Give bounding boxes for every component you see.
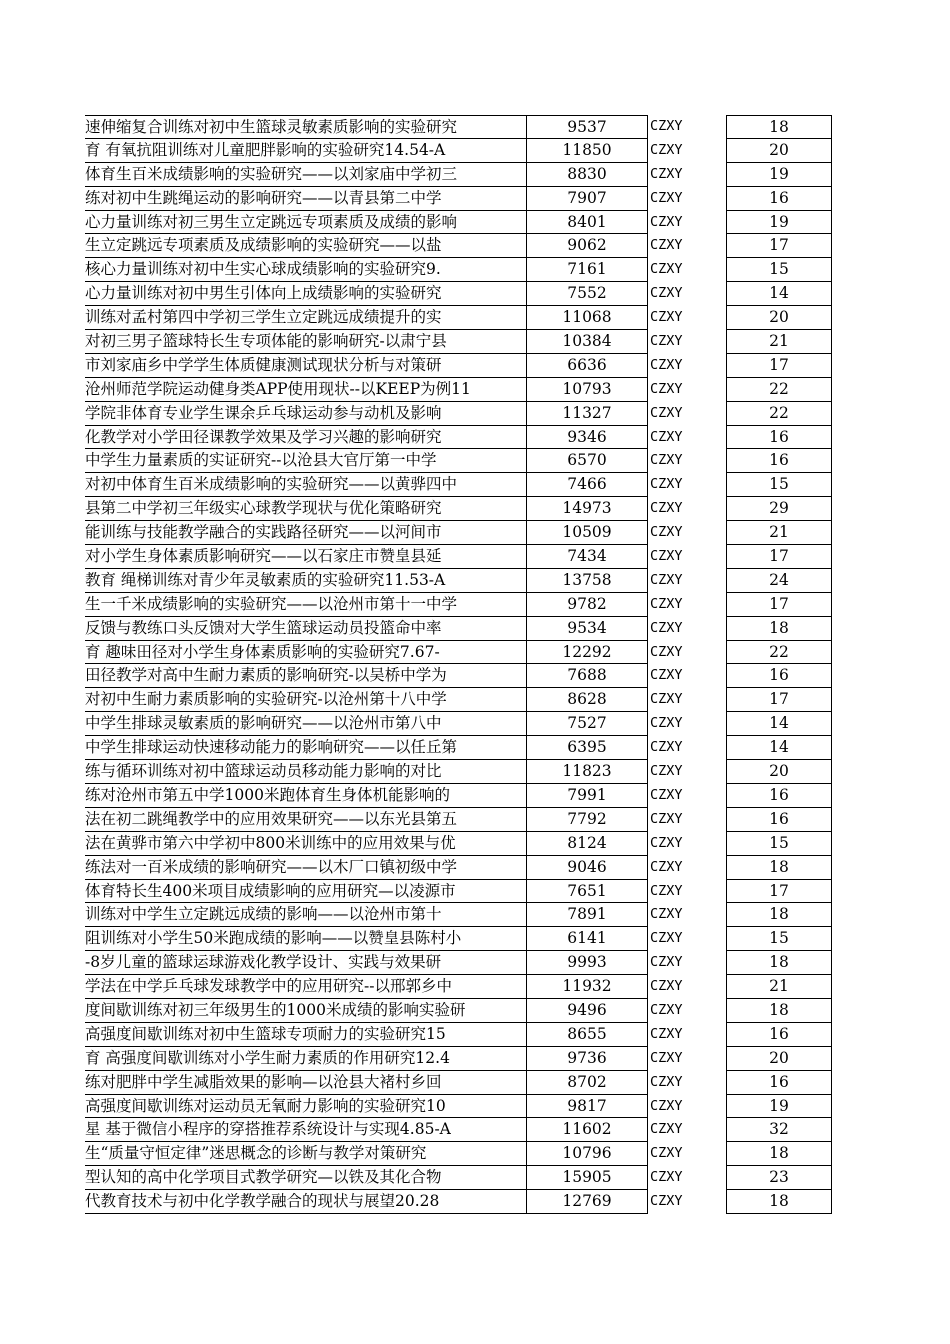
number-cell[interactable]: 7161 <box>527 258 648 282</box>
number-cell[interactable]: 6570 <box>527 449 648 473</box>
title-cell[interactable]: 生“质量守恒定律”迷思概念的诊断与教学对策研究 <box>85 1142 527 1166</box>
pages-cell[interactable]: 20 <box>726 760 832 784</box>
pages-cell[interactable]: 23 <box>726 1166 832 1190</box>
pages-cell[interactable]: 22 <box>726 641 832 665</box>
title-cell[interactable]: 心力量训练对初中男生引体向上成绩影响的实验研究 <box>85 282 527 306</box>
title-cell[interactable]: 训练对中学生立定跳远成绩的影响——以沧州市第十 <box>85 903 527 927</box>
code-cell[interactable]: CZXY <box>650 524 683 541</box>
code-cell[interactable]: CZXY <box>650 1073 683 1090</box>
number-cell[interactable]: 8655 <box>527 1023 648 1047</box>
code-cell[interactable]: CZXY <box>650 667 683 684</box>
title-cell[interactable]: 中学生排球运动快速移动能力的影响研究——以任丘第 <box>85 736 527 760</box>
pages-cell[interactable]: 15 <box>726 927 832 951</box>
pages-cell[interactable]: 17 <box>726 354 832 378</box>
code-cell[interactable]: CZXY <box>650 309 683 326</box>
code-cell[interactable]: CZXY <box>650 1121 683 1138</box>
code-cell[interactable]: CZXY <box>650 476 683 493</box>
code-cell[interactable]: CZXY <box>650 1169 683 1186</box>
number-cell[interactable]: 12292 <box>527 641 648 665</box>
pages-cell[interactable]: 16 <box>726 784 832 808</box>
title-cell[interactable]: 田径教学对高中生耐力素质的影响研究-以吴桥中学为 <box>85 664 527 688</box>
number-cell[interactable]: 9993 <box>527 951 648 975</box>
title-cell[interactable]: 对初中生耐力素质影响的实验研究-以沧州第十八中学 <box>85 688 527 712</box>
code-cell[interactable]: CZXY <box>650 428 683 445</box>
title-cell[interactable]: 高强度间歇训练对运动员无氧耐力影响的实验研究10 <box>85 1095 527 1119</box>
code-cell[interactable]: CZXY <box>650 380 683 397</box>
number-cell[interactable]: 7527 <box>527 712 648 736</box>
code-cell[interactable]: CZXY <box>650 691 683 708</box>
pages-cell[interactable]: 16 <box>726 426 832 450</box>
number-cell[interactable]: 7651 <box>527 880 648 904</box>
title-cell[interactable]: 练法对一百米成绩的影响研究——以木厂口镇初级中学 <box>85 856 527 880</box>
code-cell[interactable]: CZXY <box>650 548 683 565</box>
pages-cell[interactable]: 29 <box>726 497 832 521</box>
number-cell[interactable]: 6141 <box>527 927 648 951</box>
code-cell[interactable]: CZXY <box>650 118 683 134</box>
pages-cell[interactable]: 16 <box>726 664 832 688</box>
number-cell[interactable]: 11327 <box>527 402 648 426</box>
title-cell[interactable]: 学法在中学乒乓球发球教学中的应用研究--以邢郭乡中 <box>85 975 527 999</box>
title-cell[interactable]: 县第二中学初三年级实心球教学现状与优化策略研究 <box>85 497 527 521</box>
title-cell[interactable]: 教育 绳梯训练对青少年灵敏素质的实验研究11.53-A <box>85 569 527 593</box>
number-cell[interactable]: 11823 <box>527 760 648 784</box>
title-cell[interactable]: 能训练与技能教学融合的实践路径研究——以河间市 <box>85 521 527 545</box>
number-cell[interactable]: 7688 <box>527 664 648 688</box>
number-cell[interactable]: 12769 <box>527 1190 648 1214</box>
title-cell[interactable]: 体育特长生400米项目成绩影响的应用研究—以凌源市 <box>85 880 527 904</box>
number-cell[interactable]: 10509 <box>527 521 648 545</box>
title-cell[interactable]: 法在黄骅市第六中学初中800米训练中的应用效果与优 <box>85 832 527 856</box>
title-cell[interactable]: 训练对孟村第四中学初三学生立定跳远成绩提升的实 <box>85 306 527 330</box>
code-cell[interactable]: CZXY <box>650 715 683 732</box>
pages-cell[interactable]: 16 <box>726 1071 832 1095</box>
number-cell[interactable]: 7792 <box>527 808 648 832</box>
pages-cell[interactable]: 19 <box>726 163 832 187</box>
code-cell[interactable]: CZXY <box>650 595 683 612</box>
title-cell[interactable]: 市刘家庙乡中学学生体质健康测试现状分析与对策研 <box>85 354 527 378</box>
pages-cell[interactable]: 21 <box>726 521 832 545</box>
code-cell[interactable]: CZXY <box>650 643 683 660</box>
title-cell[interactable]: 中学生力量素质的实证研究--以沧县大官厅第一中学 <box>85 449 527 473</box>
title-cell[interactable]: 练对肥胖中学生减脂效果的影响—以沧县大褚村乡回 <box>85 1071 527 1095</box>
number-cell[interactable]: 8830 <box>527 163 648 187</box>
code-cell[interactable]: CZXY <box>650 858 683 875</box>
code-cell[interactable]: CZXY <box>650 452 683 469</box>
title-cell[interactable]: 沧州师范学院运动健身类APP使用现状--以KEEP为例11 <box>85 378 527 402</box>
number-cell[interactable]: 6636 <box>527 354 648 378</box>
pages-cell[interactable]: 20 <box>726 1047 832 1071</box>
code-cell[interactable]: CZXY <box>650 763 683 780</box>
pages-cell[interactable]: 18 <box>726 617 832 641</box>
code-cell[interactable]: CZXY <box>650 810 683 827</box>
title-cell[interactable]: 育 有氧抗阻训练对儿童肥胖影响的实验研究14.54-A <box>85 139 527 163</box>
pages-cell[interactable]: 20 <box>726 306 832 330</box>
title-cell[interactable]: 代教育技术与初中化学教学融合的现状与展望20.28 <box>85 1190 527 1214</box>
code-cell[interactable]: CZXY <box>650 954 683 971</box>
pages-cell[interactable]: 17 <box>726 593 832 617</box>
title-cell[interactable]: 对小学生身体素质影响研究——以石家庄市赞皇县延 <box>85 545 527 569</box>
code-cell[interactable]: CZXY <box>650 978 683 995</box>
code-cell[interactable]: CZXY <box>650 1193 683 1210</box>
code-cell[interactable]: CZXY <box>650 141 683 158</box>
pages-cell[interactable]: 16 <box>726 1023 832 1047</box>
pages-cell[interactable]: 21 <box>726 975 832 999</box>
code-cell[interactable]: CZXY <box>650 571 683 588</box>
code-cell[interactable]: CZXY <box>650 1001 683 1018</box>
number-cell[interactable]: 7434 <box>527 545 648 569</box>
code-cell[interactable]: CZXY <box>650 189 683 206</box>
title-cell[interactable]: 高强度间歇训练对初中生篮球专项耐力的实验研究15 <box>85 1023 527 1047</box>
pages-cell[interactable]: 17 <box>726 880 832 904</box>
pages-cell[interactable]: 17 <box>726 688 832 712</box>
pages-cell[interactable]: 17 <box>726 545 832 569</box>
number-cell[interactable]: 9496 <box>527 999 648 1023</box>
title-cell[interactable]: 核心力量训练对初中生实心球成绩影响的实验研究9. <box>85 258 527 282</box>
pages-cell[interactable]: 24 <box>726 569 832 593</box>
pages-cell[interactable]: 21 <box>726 330 832 354</box>
pages-cell[interactable]: 18 <box>726 951 832 975</box>
code-cell[interactable]: CZXY <box>650 500 683 517</box>
number-cell[interactable]: 9534 <box>527 617 648 641</box>
number-cell[interactable]: 11850 <box>527 139 648 163</box>
title-cell[interactable]: 练与循环训练对初中篮球运动员移动能力影响的对比 <box>85 760 527 784</box>
number-cell[interactable]: 9817 <box>527 1095 648 1119</box>
pages-cell[interactable]: 18 <box>726 903 832 927</box>
code-cell[interactable]: CZXY <box>650 285 683 302</box>
pages-cell[interactable]: 18 <box>726 1190 832 1214</box>
title-cell[interactable]: 生立定跳远专项素质及成绩影响的实验研究——以盐 <box>85 234 527 258</box>
title-cell[interactable]: 对初中体育生百米成绩影响的实验研究——以黄骅四中 <box>85 473 527 497</box>
number-cell[interactable]: 9062 <box>527 234 648 258</box>
title-cell[interactable]: 中学生排球灵敏素质的影响研究——以沧州市第八中 <box>85 712 527 736</box>
title-cell[interactable]: 育 高强度间歇训练对小学生耐力素质的作用研究12.4 <box>85 1047 527 1071</box>
title-cell[interactable]: 反馈与教练口头反馈对大学生篮球运动员投篮命中率 <box>85 617 527 641</box>
number-cell[interactable]: 9046 <box>527 856 648 880</box>
pages-cell[interactable]: 16 <box>726 187 832 211</box>
number-cell[interactable]: 10793 <box>527 378 648 402</box>
pages-cell[interactable]: 15 <box>726 473 832 497</box>
code-cell[interactable]: CZXY <box>650 213 683 230</box>
pages-cell[interactable]: 18 <box>726 856 832 880</box>
number-cell[interactable]: 6395 <box>527 736 648 760</box>
number-cell[interactable]: 9736 <box>527 1047 648 1071</box>
pages-cell[interactable]: 14 <box>726 736 832 760</box>
code-cell[interactable]: CZXY <box>650 834 683 851</box>
title-cell[interactable]: 星 基于微信小程序的穿搭推荐系统设计与实现4.85-A <box>85 1118 527 1142</box>
code-cell[interactable]: CZXY <box>650 1145 683 1162</box>
number-cell[interactable]: 11068 <box>527 306 648 330</box>
number-cell[interactable]: 11932 <box>527 975 648 999</box>
number-cell[interactable]: 11602 <box>527 1118 648 1142</box>
code-cell[interactable]: CZXY <box>650 930 683 947</box>
number-cell[interactable]: 8702 <box>527 1071 648 1095</box>
title-cell[interactable]: 法在初二跳绳教学中的应用效果研究——以东光县第五 <box>85 808 527 832</box>
code-cell[interactable]: CZXY <box>650 165 683 182</box>
number-cell[interactable]: 13758 <box>527 569 648 593</box>
pages-cell[interactable]: 20 <box>726 139 832 163</box>
title-cell[interactable]: 度间歇训练对初三年级男生的1000米成绩的影响实验研 <box>85 999 527 1023</box>
code-cell[interactable]: CZXY <box>650 1025 683 1042</box>
title-cell[interactable]: 练对初中生跳绳运动的影响研究——以青县第二中学 <box>85 187 527 211</box>
title-cell[interactable]: 速伸缩复合训练对初中生篮球灵敏素质影响的实验研究 <box>85 115 527 139</box>
number-cell[interactable]: 10796 <box>527 1142 648 1166</box>
code-cell[interactable]: CZXY <box>650 261 683 278</box>
code-cell[interactable]: CZXY <box>650 619 683 636</box>
number-cell[interactable]: 7552 <box>527 282 648 306</box>
code-cell[interactable]: CZXY <box>650 404 683 421</box>
number-cell[interactable]: 8401 <box>527 211 648 235</box>
pages-cell[interactable]: 17 <box>726 234 832 258</box>
title-cell[interactable]: 生一千米成绩影响的实验研究——以沧州市第十一中学 <box>85 593 527 617</box>
pages-cell[interactable]: 19 <box>726 211 832 235</box>
title-cell[interactable]: 心力量训练对初三男生立定跳远专项素质及成绩的影响 <box>85 211 527 235</box>
number-cell[interactable]: 8628 <box>527 688 648 712</box>
code-cell[interactable]: CZXY <box>650 1049 683 1066</box>
code-cell[interactable]: CZXY <box>650 356 683 373</box>
code-cell[interactable]: CZXY <box>650 1097 683 1114</box>
title-cell[interactable]: 练对沧州市第五中学1000米跑体育生身体机能影响的 <box>85 784 527 808</box>
number-cell[interactable]: 8124 <box>527 832 648 856</box>
pages-cell[interactable]: 16 <box>726 808 832 832</box>
pages-cell[interactable]: 18 <box>726 999 832 1023</box>
code-cell[interactable]: CZXY <box>650 786 683 803</box>
pages-cell[interactable]: 18 <box>726 1142 832 1166</box>
number-cell[interactable]: 7466 <box>527 473 648 497</box>
code-cell[interactable]: CZXY <box>650 333 683 350</box>
pages-cell[interactable]: 18 <box>726 115 832 139</box>
title-cell[interactable]: 对初三男子篮球特长生专项体能的影响研究-以肃宁县 <box>85 330 527 354</box>
title-cell[interactable]: 型认知的高中化学项目式教学研究—以铁及其化合物 <box>85 1166 527 1190</box>
code-cell[interactable]: CZXY <box>650 906 683 923</box>
title-cell[interactable]: -8岁儿童的篮球运球游戏化教学设计、实践与效果研 <box>85 951 527 975</box>
title-cell[interactable]: 体育生百米成绩影响的实验研究——以刘家庙中学初三 <box>85 163 527 187</box>
pages-cell[interactable]: 32 <box>726 1118 832 1142</box>
title-cell[interactable]: 学院非体育专业学生课余乒乓球运动参与动机及影响 <box>85 402 527 426</box>
pages-cell[interactable]: 15 <box>726 832 832 856</box>
pages-cell[interactable]: 14 <box>726 712 832 736</box>
number-cell[interactable]: 7907 <box>527 187 648 211</box>
number-cell[interactable]: 15905 <box>527 1166 648 1190</box>
pages-cell[interactable]: 19 <box>726 1095 832 1119</box>
code-cell[interactable]: CZXY <box>650 237 683 254</box>
title-cell[interactable]: 育 趣味田径对小学生身体素质影响的实验研究7.67- <box>85 641 527 665</box>
number-cell[interactable]: 9782 <box>527 593 648 617</box>
title-cell[interactable]: 阻训练对小学生50米跑成绩的影响——以赞皇县陈村小 <box>85 927 527 951</box>
pages-cell[interactable]: 15 <box>726 258 832 282</box>
number-cell[interactable]: 9537 <box>527 115 648 139</box>
pages-cell[interactable]: 16 <box>726 449 832 473</box>
number-cell[interactable]: 9346 <box>527 426 648 450</box>
number-cell[interactable]: 7991 <box>527 784 648 808</box>
number-cell[interactable]: 7891 <box>527 903 648 927</box>
code-cell[interactable]: CZXY <box>650 739 683 756</box>
pages-cell[interactable]: 22 <box>726 402 832 426</box>
pages-cell[interactable]: 14 <box>726 282 832 306</box>
title-cell[interactable]: 化教学对小学田径课教学效果及学习兴趣的影响研究 <box>85 426 527 450</box>
pages-cell[interactable]: 22 <box>726 378 832 402</box>
code-cell[interactable]: CZXY <box>650 882 683 899</box>
number-cell[interactable]: 14973 <box>527 497 648 521</box>
number-cell[interactable]: 10384 <box>527 330 648 354</box>
